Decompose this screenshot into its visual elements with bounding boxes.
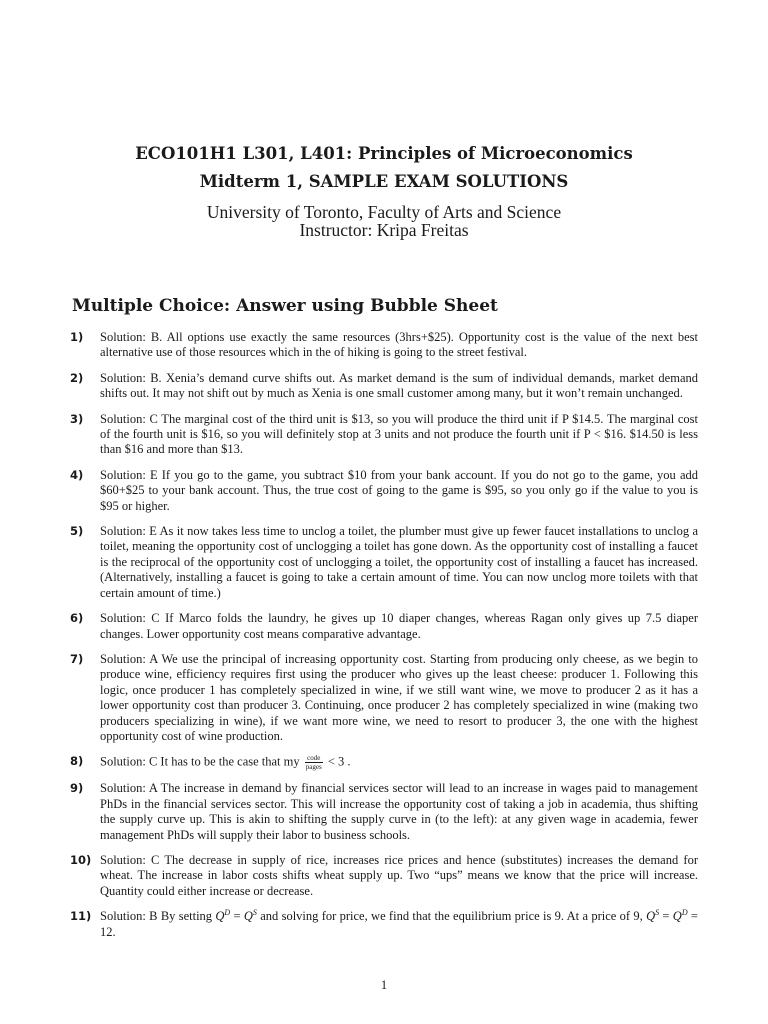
item-text: Solution: A We use the principal of increasing opportunity cost. Starting from producing only cheese, as we begin to produce wine, efficiency requires first using the producer who gives up the least cheese: producer 1. Following this logic, once producer 1 has completely specialized in wine, if we still want wine, we move to producer 2 as it has a lower opportunity cost than producer 3. Continuing, once producer 2 has completely specialized in wine (making two producers specializing in wine), if we want more wine, we need to resort to producer 3, the one with the highest opportunity cost of wine production. — [100, 651, 698, 743]
fraction — [305, 754, 323, 771]
math-var: Q — [215, 909, 225, 924]
list-item — [70, 909, 698, 940]
section-title: Multiple Choice: Answer using Bubble Sheet — [72, 296, 498, 316]
list-item — [70, 611, 698, 642]
item-text: Solution: C It has to be the case that my — [100, 754, 300, 769]
page-number: 1 — [380, 978, 388, 992]
item-number: 3) — [70, 411, 84, 426]
item-number: 5) — [70, 524, 84, 539]
item-number: 10) — [70, 852, 92, 867]
list-item — [70, 412, 698, 458]
item-text: Solution: E As it now takes less time to unclog a toilet, the plumber must give up fewer faucet installations to unclog a toilet, meaning the opportunity cost of unclogging a toilet has gone down. As the opportunity cost of installing a faucet is the reciprocal of the opportunity cost of unclogging a toilet, the opportunity cost of installing a faucet has increased. (Alternatively, installing a faucet is going to take a certain amount of time. You can now unclog more toilets with that certain amount of time.) — [100, 524, 698, 600]
item-text: Solution: C If Marco folds the laundry, he gives up 10 diaper changes, whereas Ragan only gives up 7.5 diaper changes. Lower opportunity cost means comparative advantage. — [100, 611, 698, 641]
item-text: Solution: C The marginal cost of the third unit is $13, so you will produce the third unit if P $14.5. The marginal cost of the fourth unit is $16, so you will definitely stop at 3 units and not produce the fourth unit if P < $16. $14.50 is less than $16 and more than $13. — [100, 411, 698, 457]
item-text: Solution: B. Xenia’s demand curve shifts out. As market demand is the sum of individual demands, market demand shifts out. It may not shift out by much as Xenia is one small customer among many, but it won’t remain unchanged. — [100, 370, 698, 401]
instructor: Instructor: Kripa Freitas — [299, 220, 469, 240]
list-item — [70, 371, 698, 402]
item-text: Solution: C The decrease in supply of rice, increases rice prices and hence (substitutes) increases the demand for wheat. The increase in labor costs shifts wheat supply up. Two “ups” means we know that the price will increase. Quantity could either increase or decrease. — [100, 852, 698, 898]
list-item — [70, 652, 698, 744]
item-text: Solution: B. All options use exactly the same resources (3hrs+$25). Opportunity cost is the value of the next best alternative use of those resources which in the of hiking is going to the street festival. — [100, 330, 698, 360]
list-item — [70, 524, 698, 601]
item-number: 8) — [70, 754, 84, 769]
fraction-numerator: code — [305, 754, 323, 763]
item-text: Solution: B By setting — [100, 909, 216, 924]
math-op: = — [230, 909, 244, 924]
institution: University of Toronto, Faculty of Arts and Science — [206, 202, 562, 222]
math-sup: S — [252, 908, 257, 918]
list-item — [70, 468, 698, 514]
item-text: Solution: A The increase in demand by financial services sector will lead to an increase in wages paid to management PhDs in the financial services sector. This will increase the opportunity cost of taking a job in academia, thus shifting the supply curve up. This is akin to shifting the supply curve in (to the left): at any given wage in academia, fewer management PhDs will supply their labor to business schools. — [100, 781, 698, 842]
math-op: = — [659, 909, 673, 924]
course-title: ECO101H1 L301, L401: Principles of Microeconomics — [135, 144, 633, 163]
item-text: Solution: E If you go to the game, you subtract $10 from your bank account. If you do not go to the game, you add $60+$25 to your bank account. Thus, the true cost of going to the game is $95, so you only go if the value to you is $95 or higher. — [100, 467, 698, 513]
item-number: 11) — [70, 909, 92, 924]
list-item — [70, 330, 698, 361]
solutions-list — [70, 330, 698, 950]
item-number: 7) — [70, 651, 84, 666]
item-number: 4) — [70, 467, 84, 482]
item-number: 2) — [70, 370, 84, 385]
item-text: and solving for price, we find that the equilibrium price is 9. At a price of 9, — [256, 909, 647, 924]
item-text-end: < 3 . — [327, 754, 351, 769]
math-var: Q — [646, 909, 656, 924]
list-item — [70, 781, 698, 843]
exam-title: Midterm 1, SAMPLE EXAM SOLUTIONS — [199, 172, 569, 191]
list-item — [70, 853, 698, 899]
math-sup: D — [224, 908, 231, 918]
item-number: 1) — [70, 330, 84, 344]
math-var: Q — [672, 909, 682, 924]
list-item — [70, 754, 698, 771]
fraction-denominator: pages — [305, 763, 322, 772]
math-var: Q — [243, 909, 253, 924]
item-number: 9) — [70, 781, 84, 796]
math-sup: S — [655, 908, 660, 918]
item-number: 6) — [70, 611, 84, 626]
item-text: = 12. — [100, 909, 698, 939]
math-sup: D — [681, 908, 688, 918]
